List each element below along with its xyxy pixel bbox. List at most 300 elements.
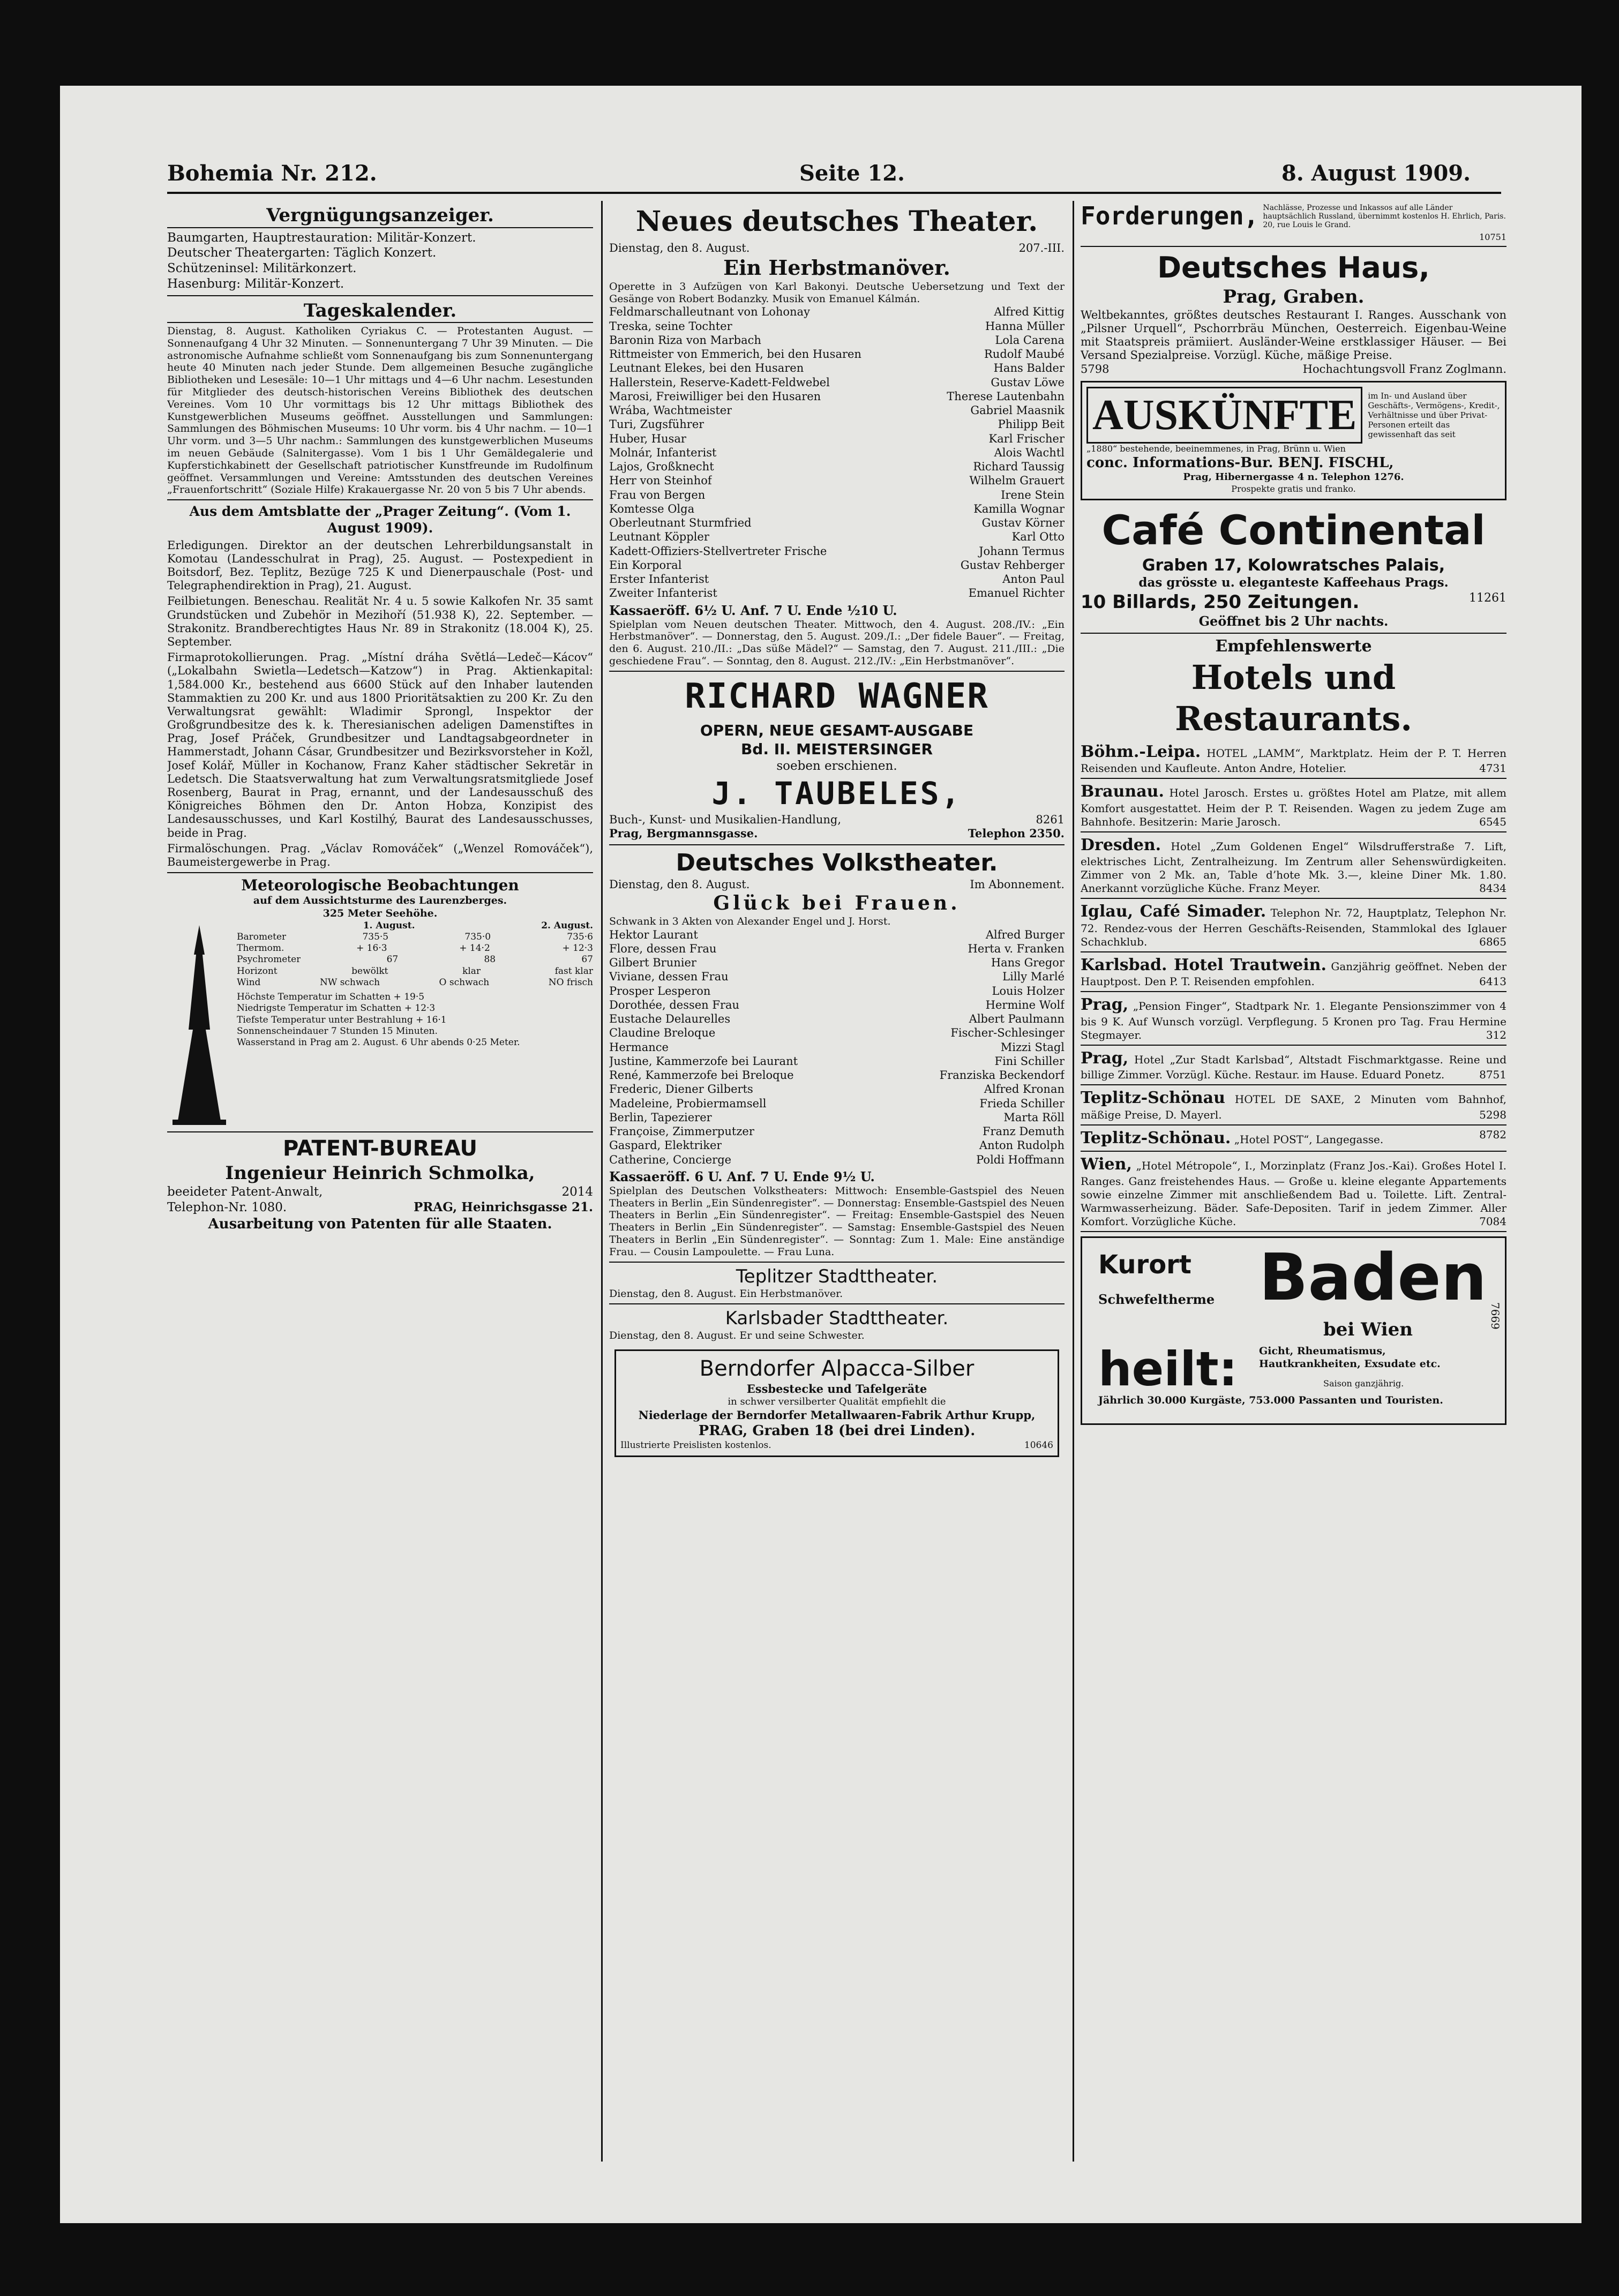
patent-num: 2014: [561, 1185, 593, 1199]
meteo-cell: Thermom.: [237, 943, 284, 954]
amtsblatt-paragraph: Firmalöschungen. Prag. „Václav Romováček“ („Wenzel Romováček“), Baumeistergewerbe in Prag.: [167, 842, 593, 868]
cast-row: [609, 1082, 1065, 1096]
cast-row: [609, 544, 1065, 558]
cast-actor: Alfred Kittig: [994, 305, 1065, 319]
auskuenfte-line: Prospekte gratis und franko.: [1231, 483, 1356, 494]
wagner-sub1: OPERN, NEUE GESAMT-AUSGABE: [700, 721, 974, 739]
vergnuegung-item: Deutscher Theatergarten: Täglich Konzert.: [167, 246, 437, 260]
column-2: [609, 201, 1065, 2162]
meteo-cell: 735·6: [567, 931, 593, 942]
hotel-num: 6413: [1479, 975, 1506, 988]
cast-actor: Alois Wachtl: [994, 446, 1065, 459]
cast-role: Catherine, Concierge: [609, 1153, 732, 1166]
meteo-head-cell: 2. August.: [541, 920, 593, 931]
cafe-line: 10 Billards, 250 Zeitungen.: [1081, 591, 1360, 613]
auskuenfte-address: Prag, Hibernergasse 4 n. Telephon 1276.: [1183, 471, 1404, 483]
meteo-cell: bewölkt: [351, 965, 388, 977]
meteo-cell: 88: [484, 954, 496, 965]
cafe-num: 11261: [1469, 591, 1506, 605]
dvt-section: [609, 848, 1065, 1258]
cast-role: Erster Infanterist: [609, 573, 709, 586]
cast-actor: Rudolf Maubé: [984, 348, 1065, 361]
nds-desc: Operette in 3 Aufzügen von Karl Bakonyi. Deutsche Uebersetzung und Text der Gesänge von Robert Bodanzky. Musik von Emanuel Kálmán.: [609, 280, 1065, 305]
hotel-text: HOTEL „LAMM“, Marktplatz. Heim der P. T. Herren Reisenden und Kaufleute. Anton Andre, Hotelier.: [1081, 746, 1506, 775]
cast-row: [609, 1026, 1065, 1040]
deutsches-haus-ad: [1081, 250, 1506, 377]
cast-row: [609, 403, 1065, 417]
column-3: [1081, 201, 1506, 2162]
cast-actor: Hans Gregor: [991, 956, 1065, 970]
cast-actor: Marta Röll: [1003, 1111, 1065, 1124]
patent-tagline: Ausarbeitung von Patenten für alle Staaten.: [208, 1215, 552, 1232]
patent-role: beeideter Patent-Anwalt,: [167, 1185, 323, 1199]
vergnuegung-item: Hasenburg: Militär-Konzert.: [167, 276, 344, 291]
cast-row: [609, 1040, 1065, 1054]
meteo-section: [167, 876, 593, 1128]
berndorf-line: Niederlage der Berndorfer Metallwaaren-Fabrik Arthur Krupp,: [638, 1408, 1036, 1422]
divider: [1081, 1045, 1506, 1046]
cast-row: [609, 319, 1065, 333]
hotel-entry: [1081, 1048, 1506, 1082]
cast-role: Leutnant Elekes, bei den Husaren: [609, 362, 804, 375]
cast-role: Claudine Breloque: [609, 1026, 716, 1040]
berndorf-line: in schwer versilberter Qualität empfiehlt die: [728, 1396, 946, 1408]
berndorf-address: PRAG, Graben 18 (bei drei Linden).: [698, 1423, 976, 1439]
header-rule: [167, 192, 1501, 194]
cafe-continental-ad: [1081, 505, 1506, 630]
divider: [609, 1262, 1065, 1263]
dvt-times: Kassaeröff. 6 U. Anf. 7 U. Ende 9½ U.: [609, 1168, 875, 1184]
meteo-cell: 67: [386, 954, 399, 965]
teplitz-section: [609, 1265, 1065, 1300]
hotel-num: 8782: [1479, 1128, 1506, 1141]
cafe-line: Graben 17, Kolowratsches Palais,: [1142, 556, 1445, 575]
hotel-place: Prag,: [1081, 995, 1129, 1015]
amtsblatt-title: Aus dem Amtsblatte der „Prager Zeitung“. (Vom 1. August 1909).: [189, 504, 571, 536]
hotel-entry: [1081, 1088, 1506, 1122]
hotel-num: 5298: [1479, 1108, 1506, 1121]
divider: [609, 1303, 1065, 1304]
hotel-place: Prag,: [1081, 1048, 1129, 1068]
cafe-title: Café Continental: [1101, 506, 1486, 554]
hotels-section: [1081, 636, 1506, 1232]
hotel-text: Hotel „Zum Goldenen Engel“ Wilsdrufferstraße 7. Lift, elektrisches Licht, Zentralheizung. Im Zentrum aller Sehenswürdigkeiten. Zimmer von 2 Mk. an, Table d’hote Mk. 3.—, kleine Diner Mk. 1.80. Anerkannt vorzügliche Küche. Franz Meyer.: [1081, 839, 1506, 895]
karlsbad-theater-line: Dienstag, den 8. August. Er und seine Schwester.: [609, 1330, 865, 1342]
meteo-row: [237, 954, 593, 965]
hotel-entry: [1081, 835, 1506, 896]
berndorf-line: Essbestecke und Tafelgeräte: [746, 1382, 927, 1396]
baden-kurort: Kurort: [1098, 1249, 1191, 1280]
hotel-entry: [1081, 1154, 1506, 1228]
nds-date: Dienstag, den 8. August.: [609, 242, 750, 254]
meteo-row: [237, 977, 593, 988]
amtsblatt-section: [167, 503, 593, 869]
vergnuegung-title: Vergnügungsanzeiger.: [167, 204, 593, 228]
cast-role: René, Kammerzofe bei Breloque: [609, 1069, 794, 1082]
cast-row: [609, 1124, 1065, 1138]
divider: [1081, 1124, 1506, 1126]
hotel-text: Telephon Nr. 72, Hauptplatz, Telephon Nr. 72. Rendez-vous der Herren Geschäfts-Reisenden, Stammlokal des Iglauer Schachklub.: [1081, 906, 1506, 948]
cast-actor: Therese Lautenbahn: [947, 389, 1065, 403]
wagner-note: soeben erschienen.: [776, 759, 897, 773]
cast-role: Treska, seine Tochter: [609, 319, 732, 333]
berndorf-line: Illustrierte Preislisten kostenlos.: [620, 1439, 771, 1451]
cast-actor: Mizzi Stagl: [1000, 1040, 1065, 1054]
cast-actor: Anton Paul: [1002, 573, 1065, 586]
cast-actor: Franz Demuth: [982, 1125, 1065, 1138]
cast-row: [609, 1138, 1065, 1152]
cast-role: Ein Korporal: [609, 558, 682, 572]
dvt-desc: Schwank in 3 Akten von Alexander Engel und J. Horst.: [609, 915, 891, 927]
taubeles-phone: Telephon 2350.: [968, 827, 1065, 841]
nds-title: Neues deutsches Theater.: [635, 205, 1038, 238]
cast-actor: Gustav Löwe: [991, 376, 1065, 389]
cast-role: Feldmarschalleutnant von Lohonay: [609, 305, 810, 319]
nds-nr: 207.-III.: [1018, 242, 1065, 254]
dh-text: Weltbekanntes, größtes deutsches Restaurant I. Ranges. Ausschank von „Pilsner Urquell“, Pschorrbräu München, Oesterreich. Eigenbau-Weine mit Staatspreis prämiiert. Ausländer-Weine erstklassiger Häuser. — Bei Versand Spezialpreise. Vorzügl. Küche, mäßige Preise.: [1081, 308, 1506, 362]
cast-row: [609, 305, 1065, 319]
taubeles-num: 8261: [1036, 813, 1065, 827]
meteo-head-cell: 1. August.: [363, 920, 415, 931]
nds-times: Kassaeröff. 6½ U. Anf. 7 U. Ende ½10 U.: [609, 602, 897, 618]
cafe-hours: Geöffnet bis 2 Uhr nachts.: [1198, 613, 1389, 629]
cast-actor: Lola Carena: [995, 333, 1065, 347]
cast-actor: Anton Rudolph: [979, 1139, 1065, 1152]
forderungen-num: 10751: [1479, 231, 1506, 242]
cast-role: Oberleutnant Sturmfried: [609, 516, 752, 530]
meteo-row: [237, 932, 593, 943]
header-center: Seite 12.: [799, 161, 905, 186]
patent-name: Ingenieur Heinrich Schmolka,: [225, 1162, 535, 1184]
divider: [167, 872, 593, 873]
cast-row: [609, 1153, 1065, 1167]
cast-row: [609, 928, 1065, 942]
dh-sign: Hochachtungsvoll Franz Zoglmann.: [1302, 363, 1506, 376]
cast-role: Baronin Riza von Marbach: [609, 333, 761, 347]
cafe-line: das grösste u. eleganteste Kaffeehaus Prags.: [1138, 575, 1449, 590]
meteo-title: Meteorologische Beobachtungen: [241, 876, 519, 895]
cast-row: [609, 572, 1065, 586]
cast-actor: Gustav Körner: [981, 516, 1065, 530]
auskuenfte-line: „1880“ bestehende, beeinemmenes, in Prag, Brünn u. Wien: [1086, 443, 1346, 454]
cast-actor: Fischer-Schlesinger: [950, 1026, 1065, 1040]
taubeles-name: J. TAUBELES,: [711, 775, 962, 812]
divider: [609, 844, 1065, 845]
cast-row: [609, 1054, 1065, 1068]
patent-ad: [167, 1135, 593, 1233]
cast-row: [609, 361, 1065, 375]
auskuenfte-bureau: conc. Informations-Bur. BENJ. FISCHL,: [1086, 454, 1394, 471]
cast-role: Eustache Delaurelles: [609, 1012, 731, 1026]
cast-role: Gilbert Brunier: [609, 956, 696, 970]
meteo-note: Wasserstand in Prag am 2. August. 6 Uhr abends 0·25 Meter.: [237, 1037, 520, 1048]
cast-row: [609, 432, 1065, 446]
hotels-title: Hotels und Restaurants.: [1175, 657, 1412, 739]
cast-row: [609, 970, 1065, 984]
dvt-title: Deutsches Volkstheater.: [676, 849, 998, 876]
meteo-cell: + 16·3: [356, 943, 387, 954]
hotel-num: 6865: [1479, 935, 1506, 948]
cast-role: Marosi, Freiwilliger bei den Husaren: [609, 389, 821, 403]
taubeles-address: Prag, Bergmannsgasse.: [609, 827, 758, 841]
wagner-ad: [609, 675, 1065, 841]
cast-actor: Alfred Burger: [985, 928, 1065, 941]
nds-cast-list: [609, 305, 1065, 600]
cast-actor: Irene Stein: [1001, 488, 1065, 501]
hotel-text: „Hotel POST“, Langegasse.: [1234, 1132, 1384, 1146]
cast-row: [609, 1012, 1065, 1026]
hotel-entry: [1081, 742, 1506, 776]
cast-row: [609, 446, 1065, 460]
baden-bei: bei Wien: [1323, 1318, 1413, 1340]
berndorf-ad: [614, 1349, 1059, 1457]
cast-row: [609, 1097, 1065, 1111]
cast-row: [609, 1111, 1065, 1124]
hotel-place: Dresden.: [1081, 835, 1161, 854]
divider: [1081, 1231, 1506, 1232]
forderungen-text: Nachlässe, Prozesse und Inkassos auf alle Länder hauptsächlich Russland, übernimmt kostenlos H. Ehrlich, Paris. 20, rue Louis le Grand.: [1263, 203, 1506, 229]
dvt-cast-list: [609, 928, 1065, 1167]
nds-spielplan: Spielplan vom Neuen deutschen Theater. Mittwoch, den 4. August. 208./IV.: „Ein Herbstmanöver“. — Donnerstag, den 5. August. 209./I.: „Der fidele Bauer“. — Freitag, den 6. August. 210./II.: „Das süße Mädel?“ — Samstag, den 7. August. 211./III.: „Die geschiedene Frau“. — Sonntag, den 8. August. 212./IV.: „Ein Herbstmanöver“.: [609, 618, 1065, 667]
meteo-note: Sonnenscheindauer 7 Stunden 15 Minuten.: [237, 1025, 438, 1037]
cast-actor: Kamilla Wognar: [973, 502, 1065, 515]
wagner-sub2: Bd. II. MEISTERSINGER: [740, 740, 933, 758]
meteo-cell: klar: [462, 965, 481, 977]
hotel-text: HOTEL DE SAXE, 2 Minuten vom Bahnhof, mäßige Preise, D. Mayerl.: [1081, 1093, 1506, 1121]
teplitz-title: Teplitzer Stadttheater.: [736, 1265, 938, 1287]
cast-actor: Frieda Schiller: [979, 1097, 1065, 1110]
dvt-abo: Im Abonnement.: [970, 877, 1065, 891]
wagner-title: RICHARD WAGNER: [685, 676, 989, 716]
hotel-entry: [1081, 782, 1506, 829]
cast-role: Lajos, Großknecht: [609, 460, 714, 474]
dh-title: Deutsches Haus,: [1157, 250, 1430, 284]
vergnuegung-item: Schützeninsel: Militärkonzert.: [167, 261, 357, 275]
cast-actor: Alfred Kronan: [984, 1083, 1065, 1096]
hotel-text: Hotel „Zur Stadt Karlsbad“, Altstadt Fischmarktgasse. Reine und billige Zimmer. Vorzügl. Küche. Restaur. im Hause. Eduard Ponetz.: [1081, 1053, 1506, 1082]
divider: [1081, 778, 1506, 779]
meteo-note: Niedrigste Temperatur im Schatten + 12·3: [237, 1003, 436, 1014]
cast-row: [609, 942, 1065, 956]
hotel-place: Karlsbad. Hotel Trautwein.: [1081, 955, 1326, 974]
hotel-place: Wien,: [1081, 1155, 1132, 1174]
divider: [167, 499, 593, 500]
cast-actor: Johann Termus: [979, 544, 1065, 558]
column-divider-2: [1073, 201, 1074, 2162]
berndorf-num: 10646: [1024, 1439, 1053, 1451]
cast-actor: Gustav Rehberger: [960, 558, 1065, 572]
cast-row: [609, 389, 1065, 403]
hotel-entry: [1081, 902, 1506, 949]
amtsblatt-paragraph: Firmaprotokollierungen. Prag. „Místní dráha Světlá—Ledeč—Kácov“ („Lokalbahn Swietla—Ledetsch—Katzow“) in Prag. Aktienkapital: 1,584.000 Kr., bestehend aus 6600 Stück auf den Inhaber lautenden Stammaktien zu 200 Kr. und aus 1800 Prioritätsaktien zu 200 Kr. Zu den Verwaltungsrat gewählt: Wladimir Sprongl, Inspektor der Großgrundbesitze des k. k. Theresianischen adeligen Damenstiftes in Prag, Josef Práček, Grundbesitzer und Landtagsabgeordneter in Hammerstadt, Johann Cásar, Grundbesitzer und Bezirksvorsteher in Kožl, Josef Kolář, Müller in Kochanow, Franz Kaher städtischer Sekretär in Ledetsch. Die Staatsverwaltung hat zum Verwaltungsratsmitgliede Josef Rosenberg, Baurat in Prag, ernannt, und der Landesausschuß des Königreiches Böhmen den Dr. Anton Hobza, Konzipist des Landesausschusses, und Karl Kostilhý, Baurat des Landesausschusses, beide in Prag.: [167, 651, 593, 839]
header-right: 8. August 1909.: [1281, 161, 1471, 186]
cast-role: Hermance: [609, 1040, 669, 1054]
hotel-text: „Hotel Métropole“, I., Morzinplatz (Franz Jos.-Kai). Großes Hotel I. Ranges. Ganz freistehendes Haus. — Große u. kleine elegante Appartements sowie einzelne Zimmer mit anschließendem Bad u. Toilette. Lift. Zentral-Warmwasserheizung. Bäder. Safe-Depositen. Tarif in jedem Zimmer. Aller Komfort. Vorzügliche Küche.: [1081, 1159, 1506, 1228]
hotel-num: 8751: [1479, 1068, 1506, 1082]
newspaper-page: [60, 86, 1581, 2223]
cast-actor: Gabriel Maasnik: [970, 404, 1065, 417]
auskuenfte-ad: [1081, 381, 1506, 500]
hotel-place: Braunau.: [1081, 782, 1164, 801]
cast-role: Prosper Lesperon: [609, 984, 711, 997]
observation-tower-image: [167, 922, 231, 1126]
hotel-text: Hotel Jarosch. Erstes u. größtes Hotel am Platze, mit allem Komfort ausgestattet. Heim der P. T. Reisenden. Wagen zu jedem Zuge am Bahnhofe. Besitzerin: Marie Jarosch.: [1081, 786, 1506, 828]
hotel-list: [1081, 742, 1506, 1232]
cast-row: [609, 474, 1065, 487]
karlsbad-theater-title: Karlsbader Stadttheater.: [725, 1307, 949, 1329]
hotel-place: Teplitz-Schönau: [1081, 1089, 1225, 1108]
cast-role: Wrába, Wachtmeister: [609, 404, 732, 417]
dh-num: 5798: [1081, 363, 1110, 376]
meteo-cell: + 12·3: [562, 943, 593, 954]
cast-role: Hektor Laurant: [609, 928, 698, 941]
amtsblatt-paragraph: Feilbietungen. Beneschau. Realität Nr. 4 u. 5 sowie Kalkofen Nr. 35 samt Grundstücken und Zubehör in Mezihoří (51.938 K), 22. September. — Strakonitz. Brandberechtigtes Haus Nr. 89 in Strakonitz (18.004 K), 25. September.: [167, 595, 593, 648]
cast-row: [609, 460, 1065, 474]
cast-row: [609, 984, 1065, 998]
hotel-num: 4731: [1479, 762, 1506, 775]
divider: [1081, 246, 1506, 247]
taubeles-desc: Buch-, Kunst- und Musikalien-Handlung,: [609, 813, 842, 827]
header-left: Bohemia Nr. 212.: [167, 161, 377, 186]
cast-actor: Louis Holzer: [992, 984, 1065, 997]
tageskalender-text: Dienstag, 8. August. Katholiken Cyriakus C. — Protestanten August. — Sonnenaufgang 4 Uhr 32 Minuten. — Sonnenuntergang 7 Uhr 39 Minuten. — Die astronomische Aufnahme schließt vom Sonnenaufgang bis zum Sonnenuntergang heute 40 Minuten nach jeder Stunde. Dem allgemeinen Besuche zugängliche Bibliotheken und Lesesäle: 10—1 Uhr mittags und 4—6 Uhr nachm. Lesestunden für Mitglieder des deutsch-historischen Vereins Bibliothek des deutschen Vereines. Vom 10 Uhr vormittags bis 12 Uhr mittags Bibliothek des Kunstgewerblichen Museums geöffnet. Ausstellungen und Sammlungen: Sammlungen des Böhmischen Museums: 10 Uhr vorm. bis 4 Uhr nachm. — 10—1 Uhr vorm. und 3—5 Uhr nachm.: Sammlungen des kunstgewerblichen Museums im neuen Gebäude (Salnitergasse). Vom 1 bis 1 Uhr Gemäldegalerie und Kupferstichkabinett der Gesellschaft patriotischer Kunstfreunde im Rudolfinum geöffnet. Versammlungen und Vereine: Amtsstunden des deutschen Vereines „Frauenfortschritt“ (Soziale Hilfe) Krakauergasse Nr. 20 von 5 bis 7 Uhr abends.: [167, 325, 593, 496]
meteo-row: [237, 943, 593, 954]
auskuenfte-title: AUSKÜNFTE: [1086, 387, 1362, 444]
cast-role: Dorothée, dessen Frau: [609, 998, 740, 1011]
cast-row: [609, 488, 1065, 502]
hotel-entry: [1081, 955, 1506, 989]
cast-actor: Wilhelm Grauert: [969, 474, 1065, 487]
amtsblatt-paragraph: Erledigungen. Direktor an der deutschen Lehrerbildungsanstalt in Komotau (Landesschulrat in Prag), 25. August. — Postexpedient in Boitsdorf, Bez. Teplitz, Bezüge 725 K und Dienerpauschale (Post- und Telegraphendirektion in Prag), 21. August.: [167, 538, 593, 592]
meteo-cell: + 14·2: [459, 943, 490, 954]
hotel-place: Iglau, Café Simader.: [1081, 902, 1266, 921]
vergnuegung-section: [167, 204, 593, 292]
cast-row: [609, 530, 1065, 544]
cast-actor: Hans Balder: [993, 362, 1065, 375]
cast-row: [609, 956, 1065, 970]
cast-actor: Emanuel Richter: [968, 587, 1065, 600]
meteo-note: Tiefste Temperatur unter Bestrahlung + 16·1: [237, 1014, 447, 1025]
cast-actor: Franziska Beckendorf: [939, 1069, 1065, 1082]
baden-num: 7669: [1489, 1302, 1502, 1330]
forderungen-ad: [1081, 201, 1506, 243]
cast-actor: Albert Paulmann: [969, 1012, 1065, 1026]
cast-row: [609, 586, 1065, 600]
cast-actor: Fini Schiller: [994, 1054, 1065, 1068]
forderungen-title: Forderungen,: [1081, 201, 1259, 230]
berndorf-title: Berndorfer Alpacca-Silber: [699, 1356, 975, 1382]
cast-role: Turi, Zugsführer: [609, 418, 704, 431]
divider: [167, 1131, 593, 1132]
hotel-text: „Pension Finger“, Stadtpark Nr. 1. Elegante Pensionszimmer von 4 bis 9 K. Auf Wunsch vorzügl. Verpflegung. 5 Kronen pro Tag. Frau Hermine Stegmayer.: [1081, 1000, 1506, 1041]
baden-season: Saison ganzjährig.: [1323, 1378, 1404, 1389]
meteo-cell: fast klar: [554, 965, 593, 977]
hotel-num: 8434: [1479, 882, 1506, 895]
cast-row: [609, 347, 1065, 361]
divider: [1081, 1151, 1506, 1152]
hotel-num: 6545: [1479, 815, 1506, 828]
baden-sub: Schwefeltherme: [1098, 1291, 1215, 1307]
cast-role: Flore, dessen Frau: [609, 942, 717, 955]
hotels-pre: Empfehlenswerte: [1215, 637, 1372, 656]
nds-play: Ein Herbstmanöver.: [723, 256, 950, 280]
cast-role: Frau von Bergen: [609, 488, 706, 501]
cast-actor: Lilly Marlé: [1002, 970, 1065, 984]
hotel-entry: [1081, 1128, 1506, 1149]
divider: [1081, 831, 1506, 832]
dvt-spielplan: Spielplan des Deutschen Volkstheaters: Mittwoch: Ensemble-Gastspiel des Neuen Theaters in Berlin „Ein Sündenregister“. — Donnerstag: Ensemble-Gastspiel des Neuen Theaters in Berlin „Ein Sündenregister“. — Freitag: Ensemble-Gastspiel des Neuen Theaters in Berlin „Ein Sündenregister“. — Samstag: Ensemble-Gastspiel des Neuen Theaters in Berlin „Ein Sündenregister“. — Sonntag: Zum 1. Male: Eine anständige Frau. — Cousin Lampoulette. — Frau Luna.: [609, 1184, 1065, 1258]
hotel-num: 312: [1486, 1028, 1506, 1041]
cast-row: [609, 502, 1065, 516]
dvt-date: Dienstag, den 8. August.: [609, 877, 750, 891]
divider: [1081, 1084, 1506, 1085]
baden-name: Baden: [1259, 1240, 1487, 1315]
meteo-cell: Psychrometer: [237, 954, 301, 965]
meteo-cell: 735·5: [362, 931, 389, 942]
hotel-place: Teplitz-Schönau.: [1081, 1128, 1231, 1147]
meteo-note: Höchste Temperatur im Schatten + 19·5: [237, 992, 425, 1003]
hotel-place: Böhm.-Leipa.: [1081, 742, 1201, 761]
meteo-cell: NW schwach: [319, 977, 380, 988]
cast-role: Herr von Steinhof: [609, 474, 712, 487]
meteo-cell: Wind: [237, 977, 261, 988]
cast-role: Berlin, Tapezierer: [609, 1111, 712, 1124]
cast-role: Zweiter Infanterist: [609, 587, 717, 600]
cast-role: Komtesse Olga: [609, 502, 695, 515]
dh-sub: Prag, Graben.: [1223, 286, 1365, 307]
column-1: [167, 201, 593, 2162]
cast-role: Viviane, dessen Frau: [609, 970, 729, 984]
meteo-subtitle: auf dem Aussichtsturme des Laurenzberges.: [253, 895, 507, 907]
cast-actor: Hanna Müller: [985, 319, 1065, 333]
hotel-num: 7084: [1479, 1214, 1506, 1228]
meteo-cell: O schwach: [439, 977, 490, 988]
divider: [1081, 991, 1506, 992]
dvt-play: Glück bei Frauen.: [713, 891, 961, 914]
hotel-entry: [1081, 995, 1506, 1042]
divider: [1081, 633, 1506, 634]
cast-actor: Poldi Hoffmann: [976, 1153, 1065, 1166]
cast-row: [609, 1068, 1065, 1082]
cast-actor: Karl Otto: [1011, 530, 1065, 544]
meteo-height: 325 Meter Seehöhe.: [323, 907, 438, 919]
cast-row: [609, 376, 1065, 389]
auskuenfte-side: im In- und Ausland über Geschäfts-, Vermögens-, Kredit-, Verhältnisse und über Privat-Personen erteilt das gewissenhaft das seit: [1368, 391, 1500, 439]
cast-role: Molnár, Infanterist: [609, 446, 717, 459]
divider: [1081, 951, 1506, 952]
cast-row: [609, 516, 1065, 530]
teplitz-line: Dienstag, den 8. August. Ein Herbstmanöver.: [609, 1288, 843, 1300]
patent-phone: Telephon-Nr. 1080.: [167, 1200, 287, 1214]
patent-address: PRAG, Heinrichsgasse 21.: [414, 1199, 593, 1214]
meteo-head-row: [237, 920, 593, 932]
tageskalender-title: Tageskalender.: [167, 299, 593, 324]
cast-role: Gaspard, Elektriker: [609, 1139, 722, 1152]
cast-row: [609, 333, 1065, 347]
vergnuegung-item: Baumgarten, Hauptrestauration: Militär-Konzert.: [167, 230, 476, 245]
baden-stats: Jährlich 30.000 Kurgäste, 753.000 Passanten und Touristen.: [1098, 1394, 1443, 1406]
cast-actor: Philipp Beit: [998, 418, 1065, 431]
meteo-cell: NO frisch: [548, 977, 593, 988]
meteo-cell: 735·0: [464, 931, 491, 942]
hotel-text: Ganzjährig geöffnet. Neben der Hauptpost. Den P. T. Reisenden empfohlen.: [1081, 959, 1506, 988]
meteo-table: [237, 920, 593, 1128]
column-divider-1: [601, 201, 603, 2162]
meteo-cell: 67: [581, 954, 593, 965]
cast-actor: Hermine Wolf: [985, 998, 1065, 1011]
cast-role: Rittmeister von Emmerich, bei den Husaren: [609, 348, 861, 361]
baden-heilt: heilt:: [1098, 1341, 1238, 1397]
